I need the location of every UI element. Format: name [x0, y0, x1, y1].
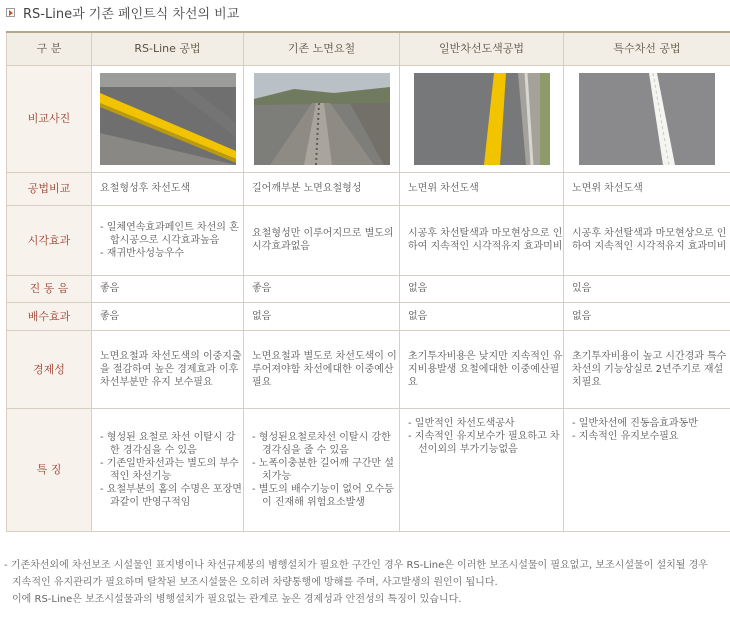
photo-cell — [400, 65, 564, 172]
footnote-line: 이에 RS-Line은 보조시설물과의 병행설치가 필요없는 관계로 높은 경제성과 안전성의 특징이 있습니다. — [12, 594, 462, 605]
cell: 노면위 차선도색 — [564, 172, 730, 205]
cell: 좋음 — [244, 275, 400, 302]
rs-line-photo — [100, 73, 236, 165]
table-row — [7, 275, 730, 302]
table-row — [7, 330, 730, 408]
bullet-icon — [6, 8, 15, 17]
list-item: - 형성된요철로차선 이탈시 강한 경각심을 줄 수 있음 — [252, 431, 391, 456]
special-line-photo — [579, 73, 715, 165]
cell: 있음 — [564, 275, 730, 302]
table-row — [7, 65, 730, 172]
col-header-rumble: 기존 노면요철 — [244, 32, 400, 65]
page-title-text: RS-Line과 기존 페인트식 차선의 비교 — [23, 6, 240, 22]
footnote-line: - 기존차선외에 차선보조 시설물인 표지병이나 차선규제봉의 병행설치가 필요한 구간인 경우 RS-Line은 이러한 보조시설물이 필요없고, 보조시설물이 설치될 경우 — [4, 560, 708, 571]
cell: 초기투자비용이 높고 시간경과 특수차선의 기능상실로 2년주기로 재설치필요 — [564, 330, 730, 408]
photo-cell — [564, 65, 730, 172]
header-row — [7, 32, 730, 65]
list-item: - 일체연속효과페인트 차선의 혼합시공으로 시각효과높음 — [100, 221, 239, 246]
list-item: - 요철부분의 홈의 수명은 포장면과같이 반영구적임 — [100, 483, 242, 508]
cell — [244, 408, 400, 531]
table-row — [7, 205, 730, 275]
row-label-method: 공법비교 — [7, 172, 92, 205]
photo-cell — [244, 65, 400, 172]
cell: 좋음 — [92, 275, 244, 302]
cell: 요철형성만 이루어지므로 별도의 시각효과없음 — [244, 205, 400, 275]
table-row — [7, 302, 730, 330]
list-item: - 별도의 배수기능이 없어 오수등이 진재해 위험요소발생 — [252, 483, 394, 508]
rumble-strip-photo — [254, 73, 390, 165]
table-row — [7, 408, 730, 531]
yellow-line-photo — [414, 73, 550, 165]
footnote-line: 지속적인 유지관리가 필요하며 탈착된 보조시설물은 오히려 차량통행에 방해를 주며, 사고발생의 원인이 됩니다. — [12, 577, 498, 588]
cell: 좋음 — [92, 302, 244, 330]
list-item: - 일반적인 차선도색공사 — [408, 417, 515, 429]
cell: 시공후 차선탈색과 마모현상으로 인하여 지속적인 시각적유지 효과미비 — [400, 205, 564, 275]
col-header-category: 구 분 — [7, 32, 92, 65]
cell — [92, 408, 244, 531]
row-label-photo: 비교사진 — [7, 65, 92, 172]
list-item: - 노폭이충분한 길어깨 구간만 설치가능 — [252, 457, 394, 482]
photo-cell — [92, 65, 244, 172]
list-item: - 지속적인 유지보수필요 — [572, 430, 679, 442]
table-row — [7, 172, 730, 205]
cell: 길어깨부분 노면요철형성 — [244, 172, 400, 205]
list-item: - 기존일반차선과는 별도의 부수적인 차선기능 — [100, 457, 239, 482]
footnote — [4, 557, 730, 608]
cell: 없음 — [564, 302, 730, 330]
cell: 없음 — [400, 302, 564, 330]
cell: 없음 — [244, 302, 400, 330]
comparison-table — [6, 31, 730, 532]
cell: 요철형성후 차선도색 — [92, 172, 244, 205]
row-label-drainage: 배수효과 — [7, 302, 92, 330]
cell: 초기투자비용은 낮지만 지속적인 유지비용발생 요철에대한 이중예산필요 — [400, 330, 564, 408]
cell: 노면요철과 별도로 차선도색이 이루어져야함 차선에대한 이중예산필요 — [244, 330, 400, 408]
cell — [92, 205, 244, 275]
cell: 노면위 차선도색 — [400, 172, 564, 205]
cell — [564, 408, 730, 531]
cell — [400, 408, 564, 531]
row-label-visual: 시각효과 — [7, 205, 92, 275]
row-label-features: 특 징 — [7, 408, 92, 531]
col-header-rs-line: RS-Line 공법 — [92, 32, 244, 65]
page-title — [6, 4, 239, 20]
col-header-special: 특수차선 공법 — [564, 32, 730, 65]
cell: 없음 — [400, 275, 564, 302]
col-header-paint: 일반차선도색공법 — [400, 32, 564, 65]
row-label-economy: 경제성 — [7, 330, 92, 408]
list-item: - 형성된 요철로 차선 이탈시 강한 경각심을 수 있음 — [100, 431, 236, 456]
cell: 시공후 차선탈색과 마모현상으로 인하여 지속적인 시각적유지 효과미비 — [564, 205, 730, 275]
cell: 노면요철과 차선도색의 이중지출을 절감하여 높은 경제효과 이후 차선부분만 유지 보수필요 — [92, 330, 244, 408]
row-label-vibration: 진 동 음 — [7, 275, 92, 302]
list-item: - 재귀반사성능우수 — [100, 247, 185, 259]
list-item: - 지속적인 유지보수가 필요하고 차선이외의 부가기능없음 — [408, 430, 560, 455]
list-item: - 일반차선에 진동음효과동반 — [572, 417, 698, 429]
